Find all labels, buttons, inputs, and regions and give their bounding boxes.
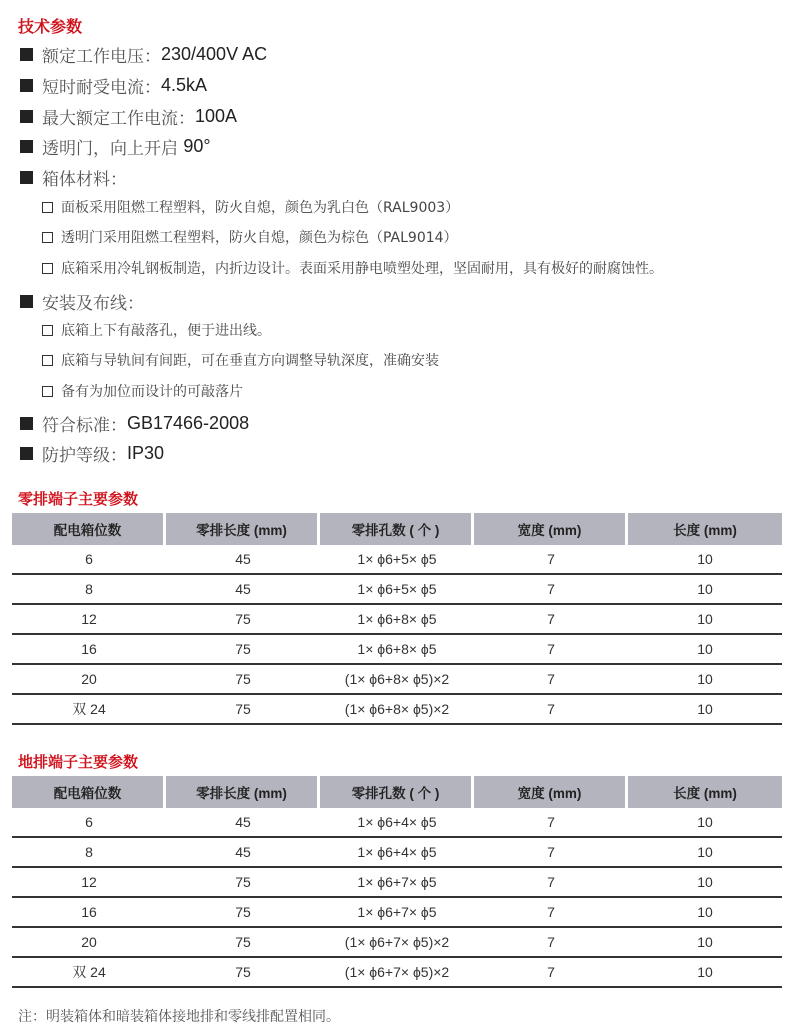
table-row [12, 808, 782, 838]
spec-label: 透明门，向上开启 [42, 139, 178, 159]
table-cell: (1× ϕ6+8× ϕ5)×2 [320, 665, 474, 695]
spec-item-max-current [18, 104, 237, 129]
table-cell: 75 [166, 605, 320, 635]
filled-square-bullet-icon [20, 48, 33, 61]
table-cell: 6 [12, 545, 166, 575]
hollow-square-bullet-icon [42, 202, 53, 213]
spec-item-material [18, 165, 127, 190]
column-header: 长度 (mm) [628, 513, 782, 545]
column-header: 长度 (mm) [628, 776, 782, 808]
spec-value: 230/400V AC [161, 44, 268, 64]
hollow-square-bullet-icon [42, 386, 53, 397]
table-cell: 45 [166, 575, 320, 605]
column-header: 配电箱位数 [12, 776, 166, 808]
table-cell: 1× ϕ6+7× ϕ5 [320, 868, 474, 898]
hollow-square-bullet-icon [42, 232, 53, 243]
table-cell: 1× ϕ6+8× ϕ5 [320, 605, 474, 635]
table-cell: 7 [474, 898, 628, 928]
hollow-square-bullet-icon [42, 325, 53, 336]
table-cell: 75 [166, 898, 320, 928]
table-cell: 75 [166, 665, 320, 695]
spec-label: 防护等级： [42, 446, 127, 466]
spec-label: 符合标准： [42, 416, 127, 436]
table-cell: 10 [628, 868, 782, 898]
table-row [12, 575, 782, 605]
table-cell: 7 [474, 635, 628, 665]
table-row [12, 635, 782, 665]
table-cell: 10 [628, 665, 782, 695]
subitem-text: 底箱与导轨间有间距，可在垂直方向调整导轨深度，准确安装 [61, 353, 439, 369]
table-cell: 10 [628, 928, 782, 958]
footnote: 注：明装箱体和暗装箱体接地排和零线排配置相同。 [18, 1009, 340, 1025]
table-cell: 7 [474, 575, 628, 605]
table-cell: (1× ϕ6+7× ϕ5)×2 [320, 958, 474, 988]
table-cell: 45 [166, 545, 320, 575]
table-cell: 1× ϕ6+7× ϕ5 [320, 898, 474, 928]
spec-value: 90° [183, 136, 211, 156]
table-cell: 45 [166, 808, 320, 838]
material-subitem [42, 258, 663, 278]
table-cell: 7 [474, 928, 628, 958]
table-cell: 7 [474, 808, 628, 838]
table-row [12, 665, 782, 695]
table-cell: 10 [628, 635, 782, 665]
table-row [12, 958, 782, 988]
table-row [12, 545, 782, 575]
column-header: 零排长度 (mm) [166, 513, 320, 545]
spec-item-voltage [18, 42, 267, 67]
spec-value: 100A [195, 106, 238, 126]
install-subitem [42, 381, 243, 401]
table-cell: 1× ϕ6+5× ϕ5 [320, 575, 474, 605]
table-header-row [12, 513, 782, 545]
table-cell: 7 [474, 665, 628, 695]
column-header: 配电箱位数 [12, 513, 166, 545]
spec-item-standard [18, 411, 249, 436]
tech-params-title: 技术参数 [18, 17, 83, 36]
table-cell: 10 [628, 575, 782, 605]
table-cell: 7 [474, 545, 628, 575]
material-subitem [42, 227, 458, 247]
table-cell: 75 [166, 958, 320, 988]
column-header: 零排长度 (mm) [166, 776, 320, 808]
table-cell: 1× ϕ6+4× ϕ5 [320, 808, 474, 838]
subitem-text: 面板采用阻燃工程塑料，防火自熄，颜色为乳白色（RAL9003） [61, 200, 460, 216]
spec-label: 额定工作电压： [42, 47, 161, 67]
subitem-text: 备有为加位而设计的可敲落片 [61, 384, 243, 400]
spec-label: 安装及布线： [42, 294, 144, 314]
table-cell: 8 [12, 575, 166, 605]
table-row [12, 898, 782, 928]
table-cell: 7 [474, 605, 628, 635]
spec-item-door [18, 134, 211, 159]
table-cell: 75 [166, 868, 320, 898]
ground-terminal-table [12, 776, 782, 988]
spec-value: GB17466-2008 [127, 413, 250, 433]
table-cell: 6 [12, 808, 166, 838]
table-cell: 1× ϕ6+5× ϕ5 [320, 545, 474, 575]
table-cell: 7 [474, 838, 628, 868]
table-cell: 10 [628, 545, 782, 575]
table-cell: 16 [12, 898, 166, 928]
filled-square-bullet-icon [20, 447, 33, 460]
table-cell: 12 [12, 868, 166, 898]
neutral-terminal-table [12, 513, 782, 725]
table-cell: 75 [166, 635, 320, 665]
table-cell: 20 [12, 665, 166, 695]
column-header: 宽度 (mm) [474, 513, 628, 545]
table-cell: 7 [474, 958, 628, 988]
table-cell: (1× ϕ6+8× ϕ5)×2 [320, 695, 474, 725]
table-cell: 10 [628, 605, 782, 635]
table-cell: 1× ϕ6+8× ϕ5 [320, 635, 474, 665]
table-cell: 10 [628, 808, 782, 838]
filled-square-bullet-icon [20, 110, 33, 123]
table-cell: 7 [474, 868, 628, 898]
spec-item-install [18, 289, 144, 314]
table-cell: 双 24 [12, 695, 166, 725]
table-row [12, 928, 782, 958]
filled-square-bullet-icon [20, 295, 33, 308]
table-cell: 1× ϕ6+4× ϕ5 [320, 838, 474, 868]
filled-square-bullet-icon [20, 171, 33, 184]
table-cell: 45 [166, 838, 320, 868]
table-cell: 10 [628, 695, 782, 725]
table-row [12, 605, 782, 635]
subitem-text: 底箱采用冷轧钢板制造，内折边设计。表面采用静电喷塑处理，坚固耐用，具有极好的耐腐蚀性。 [61, 261, 663, 277]
spec-label: 短时耐受电流： [42, 78, 161, 98]
table-cell: 75 [166, 695, 320, 725]
spec-label: 箱体材料： [42, 170, 127, 190]
hollow-square-bullet-icon [42, 263, 53, 274]
table-cell: 10 [628, 838, 782, 868]
filled-square-bullet-icon [20, 140, 33, 153]
filled-square-bullet-icon [20, 417, 33, 430]
column-header: 宽度 (mm) [474, 776, 628, 808]
subitem-text: 底箱上下有敲落孔，便于进出线。 [61, 323, 271, 339]
filled-square-bullet-icon [20, 79, 33, 92]
table-cell: 10 [628, 898, 782, 928]
spec-item-current [18, 73, 207, 98]
table-row [12, 695, 782, 725]
table-header-row [12, 776, 782, 808]
table-row [12, 868, 782, 898]
hollow-square-bullet-icon [42, 355, 53, 366]
neutral-table-title: 零排端子主要参数 [18, 490, 139, 508]
column-header: 零排孔数 ( 个 ) [320, 776, 474, 808]
spec-item-protection [18, 441, 164, 466]
table-cell: (1× ϕ6+7× ϕ5)×2 [320, 928, 474, 958]
table-cell: 7 [474, 695, 628, 725]
spec-value: 4.5kA [161, 75, 208, 95]
table-cell: 75 [166, 928, 320, 958]
ground-table-title: 地排端子主要参数 [18, 753, 139, 771]
install-subitem [42, 350, 439, 370]
table-row [12, 838, 782, 868]
subitem-text: 透明门采用阻燃工程塑料，防火自熄，颜色为棕色（PAL9014） [61, 230, 458, 246]
spec-label: 最大额定工作电流： [42, 109, 195, 129]
table-cell: 16 [12, 635, 166, 665]
table-cell: 8 [12, 838, 166, 868]
table-cell: 12 [12, 605, 166, 635]
table-cell: 10 [628, 958, 782, 988]
material-subitem [42, 197, 459, 217]
spec-value: IP30 [127, 443, 165, 463]
install-subitem [42, 320, 271, 340]
table-cell: 双 24 [12, 958, 166, 988]
column-header: 零排孔数 ( 个 ) [320, 513, 474, 545]
table-cell: 20 [12, 928, 166, 958]
